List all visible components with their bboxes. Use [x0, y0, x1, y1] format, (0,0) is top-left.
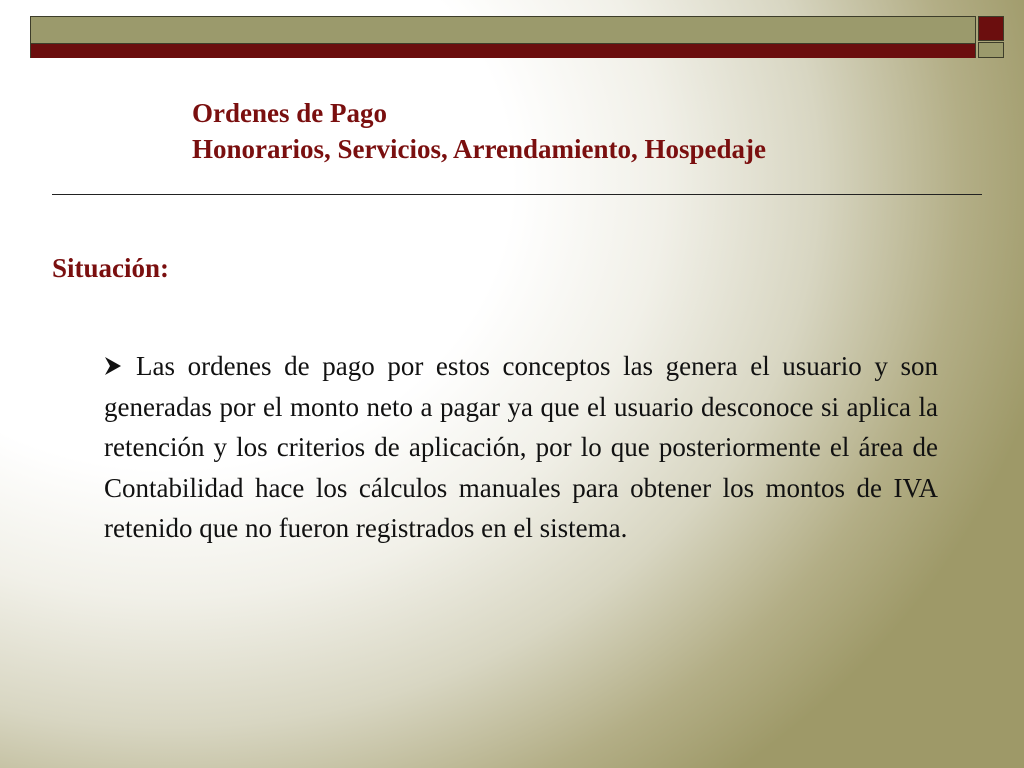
slide-title-line-2: Honorarios, Servicios, Arrendamiento, Hospedaje [192, 134, 766, 164]
header-decoration-bar [30, 16, 976, 58]
header-olive-stripe [31, 17, 975, 43]
bullet-item [104, 346, 938, 549]
corner-maroon-square [978, 16, 1004, 41]
header-corner-squares [978, 16, 1004, 58]
slide-title-line-1: Ordenes de Pago [192, 98, 387, 128]
header-maroon-stripe [31, 43, 975, 58]
bullet-text: Las ordenes de pago por estos conceptos las genera el usuario y son generadas por el monto neto a pagar ya que el usuario desconoce si aplica la retención y los criterios de aplicación, por lo que posteriormente el área de Contabilidad hace los cálculos manuales para obtener los montos de IVA retenido que no fueron registrados en el sistema. [104, 351, 938, 544]
corner-olive-square [978, 42, 1004, 58]
title-divider [52, 194, 982, 195]
slide-title [192, 95, 972, 167]
arrow-bullet-icon [104, 356, 122, 376]
section-heading: Situación: [52, 253, 170, 283]
